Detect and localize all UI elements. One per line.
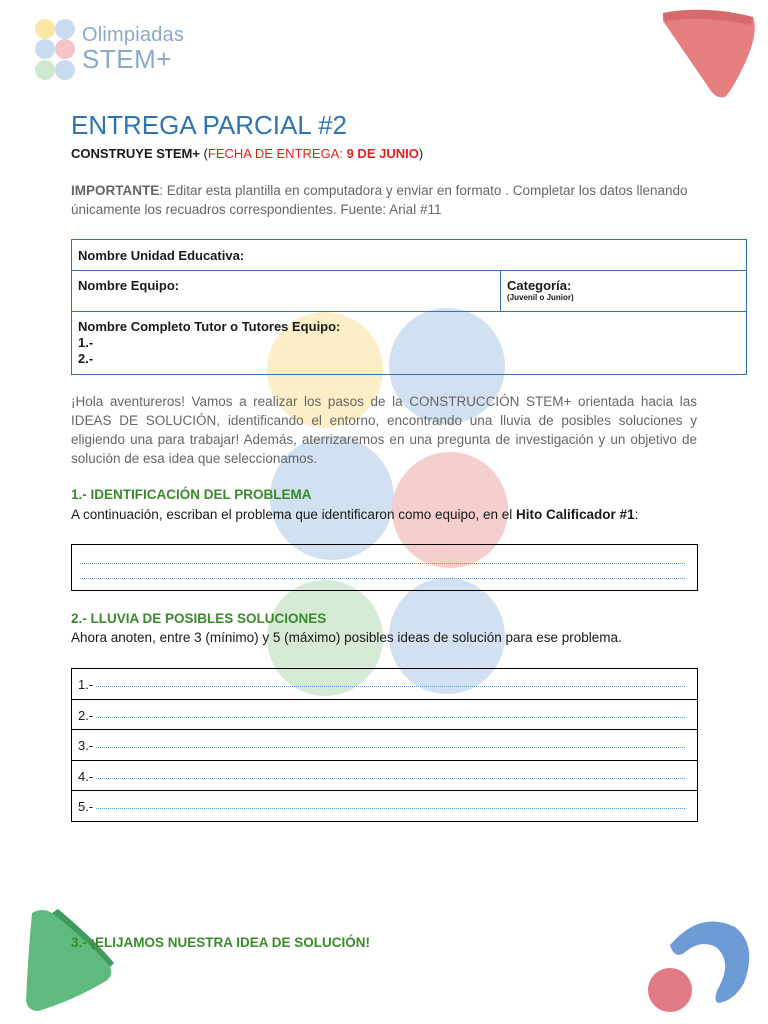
dotted-line-2 [80,578,685,579]
page-title: ENTREGA PARCIAL #2 [71,110,347,140]
logo-text-stem: STEM+ [82,44,172,74]
section1-instruction [71,507,638,522]
tutor-item-2: 2.- [78,351,94,366]
solution-dotted-line [96,686,685,687]
section3-heading: 3.- ¡ELIJAMOS NUESTRA IDEA DE SOLUCIÓN! [71,935,371,950]
solution-row-2[interactable] [72,700,697,731]
solution-dotted-line [96,808,685,809]
section1-text-bold: Hito Calificador #1 [516,507,635,522]
tutor-item-1: 1.- [78,335,94,350]
categoria-cell[interactable] [500,271,574,311]
solutions-table [71,668,698,822]
unidad-label: Nombre Unidad Educativa: [78,248,245,263]
section1-text-before: A continuación, escriban el problema que identificaron como equipo, en el [71,507,517,522]
section2-instruction: Ahora anoten, entre 3 (mínimo) y 5 (máximo) posibles ideas de solución para ese problema. [71,630,622,645]
important-note [71,181,691,219]
section1-text-after: : [634,507,639,522]
tutor-label: Nombre Completo Tutor o Tutores Equipo: [78,319,341,334]
page-subtitle [71,146,423,161]
subtitle-date: 9 DE JUNIO [346,146,419,161]
solution-dotted-line [96,778,685,779]
row-unidad[interactable] [72,240,746,271]
subtitle-paren-close: ) [418,146,424,161]
subtitle-paren-open: ( [199,146,208,161]
important-label: IMPORTANTE [71,183,160,198]
red-triangle-shape [655,3,760,103]
solution-number: 5.- [78,799,94,815]
intro-paragraph: ¡Hola aventureros! Vamos a realizar los pasos de la CONSTRUCCIÓN STEM+ orientada hacia las IDEAS DE SOLUCIÓN, identificando el entorno, encontrando una lluvia de posibles soluciones y eligiendo una para trabajar! Además, aterrizaremos en una pregunta de investigación y un objetivo de solución de esa idea que seleccionamos. [71,394,697,466]
solution-dotted-line [96,717,685,718]
important-text: : Editar esta plantilla en computadora y enviar en formato . Completar los datos llenando únicamente los recuadros correspondientes. Fuente: Arial #11 [71,183,688,217]
blue-red-shape [640,915,755,1020]
problem-answer-box[interactable] [71,544,698,591]
row-tutor[interactable] [72,312,746,374]
solution-row-5[interactable] [72,791,697,822]
solution-row-1[interactable] [72,669,697,700]
logo-text-olimpiadas: Olimpiadas [82,24,185,46]
solution-number: 1.- [78,677,94,692]
solution-dotted-line [96,747,685,748]
solution-number: 2.- [78,707,94,723]
solution-number: 3.- [78,738,94,754]
solution-row-3[interactable] [72,730,697,761]
green-triangle-shape [22,905,122,1015]
row-equipo [72,271,746,312]
categoria-hint: (Juvenil o Junior) [507,293,574,302]
equipo-label[interactable]: Nombre Equipo: [78,278,180,293]
subtitle-bold: CONSTRUYE STEM+ [71,146,200,161]
subtitle-date-label: FECHA DE ENTREGA: [207,146,347,161]
solution-row-4[interactable] [72,761,697,792]
olimpiadas-logo-icon [33,17,79,83]
team-info-table [71,239,747,375]
dotted-line-1 [80,563,685,564]
section2-heading: 2.- LLUVIA DE POSIBLES SOLUCIONES [71,611,327,626]
solution-number: 4.- [78,768,94,784]
section1-heading: 1.- IDENTIFICACIÓN DEL PROBLEMA [71,487,312,502]
categoria-label: Categoría: [507,278,572,293]
